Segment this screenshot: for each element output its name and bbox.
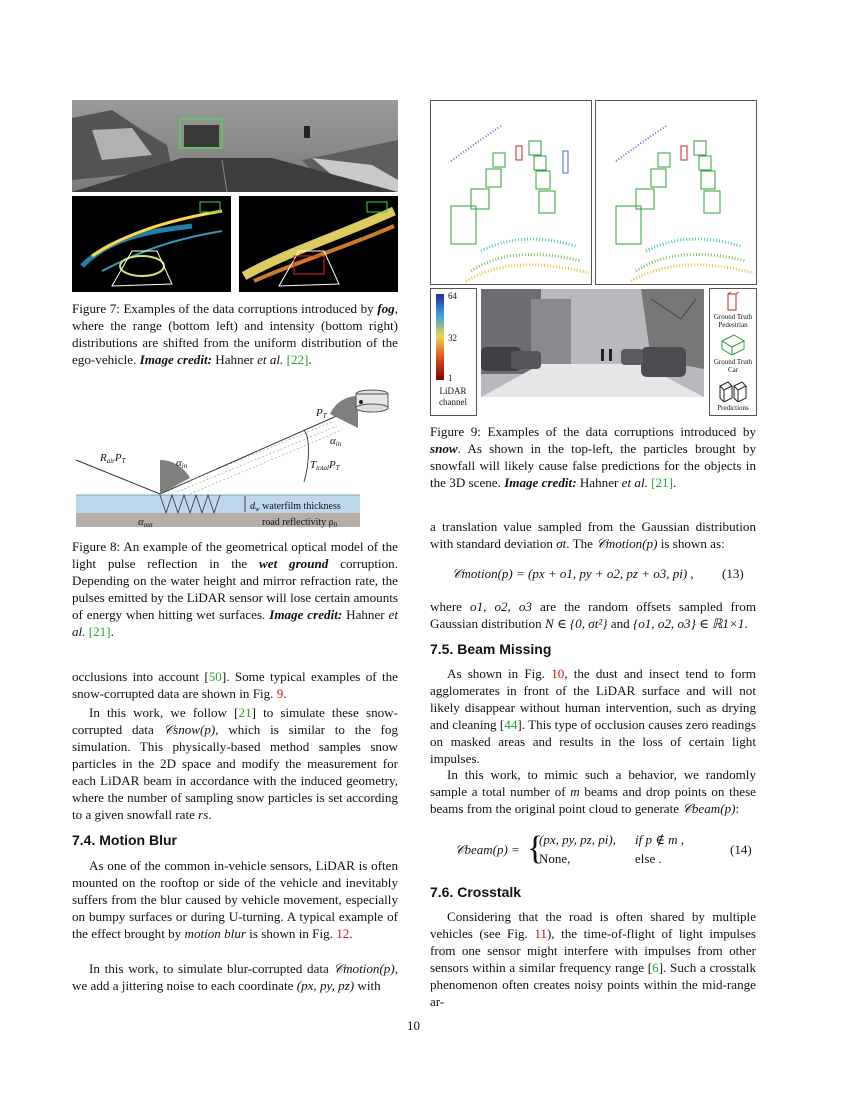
ref-link[interactable]: 44 xyxy=(504,717,518,732)
snow-pointcloud-left xyxy=(430,100,592,285)
figure-7 xyxy=(72,100,398,292)
lidar-colorbar: 64 32 1 LiDAR channel xyxy=(430,288,477,416)
figure-9 xyxy=(430,100,756,416)
ref-link[interactable]: [22] xyxy=(286,352,309,367)
figure-8-caption: Figure 8: An example of the geometrical optical model of the light pulse reflection in the wet ground corruption. Depending on the water height and mirror refraction rate, the pulses emitted by the LiDAR sensor will lose certain amounts of energy when hitting wet surfaces. Image credit: Hahner et al. [21]. xyxy=(72,539,398,639)
snow-pointcloud-right xyxy=(595,100,757,285)
right-paragraph-2: where o1, o2, o3 are the random offsets sampled from Gaussian distribution N ∈ {0, σt²} and {o1, o2, o3} ∈ ℝ1×1. xyxy=(430,599,757,631)
left-paragraph-3: As one of the common in-vehicle sensors, LiDAR is often mounted on the rooftop or side of the vehicle and inevitably suffers from the blur caused by vehicle movement, especially on bumpy surfaces or during U-turning. A typical example of the effect brought by motion blur is shown in Fig. 12. xyxy=(72,858,398,941)
fog-range-pointcloud xyxy=(72,196,231,292)
right-paragraph-4: In this work, to mimic such a behavior, we randomly sample a total number of m beams and drop points on these beams from the original point cloud to generate 𝒞beam(p): xyxy=(430,767,756,816)
left-paragraph-4: In this work, to simulate blur-corrupted data 𝒞motion(p), we add a jittering noise to each coordinate (px, py, pz) with xyxy=(72,961,398,993)
figure-8 xyxy=(72,382,398,534)
fig-link[interactable]: 9 xyxy=(276,686,284,701)
pedestrian-box-icon xyxy=(725,292,741,312)
figure-9-caption: Figure 9: Examples of the data corruptions introduced by snow. As shown in the top-left, the particles brought by snowfall will likely cause false predictions for the objects in the 3D scene. Image credit: Hahner et al. [21]. xyxy=(430,424,756,490)
svg-text:RairPT: RairPT xyxy=(100,452,126,465)
equation-14-number: (14) xyxy=(730,842,752,857)
snow-street-photo xyxy=(481,289,704,397)
right-paragraph-5: Considering that the road is often shared by multiple vehicles (see Fig. 11), the time-of-flight of light impulses from one sensor might interfere with impulses from other sensors within a similar frequency range [6]. Such a crosstalk phenomenon often creates noisy points within the mid-range ar- xyxy=(430,909,756,1009)
svg-text:dw waterfilm thickness: $d_w$ waterfilm thickness xyxy=(250,501,341,513)
fog-intensity-pointcloud xyxy=(239,196,398,292)
right-paragraph-3: As shown in Fig. 10, the dust and insect tend to form agglomerates in front of the LiDAR surface and will not likely disappear without human intervention, such as drying and cleaning [44]. This type of occlusion causes zero readings on masked areas and results in the loss of certain light impulses. xyxy=(430,666,756,766)
car-box-icon xyxy=(720,333,746,355)
ref-link[interactable]: 50 xyxy=(208,669,222,684)
svg-text:αin: αin xyxy=(176,457,188,470)
page-number: 10 xyxy=(407,1018,420,1033)
prediction-box-icon xyxy=(718,380,748,402)
svg-text:PT: PT xyxy=(316,407,327,420)
svg-text:road reflectivity ρ0: road reflectivity $\rho_0$ xyxy=(262,517,338,529)
svg-text:αout: αout xyxy=(138,516,153,529)
wet-ground-diagram xyxy=(72,382,398,534)
fig9-legend: Ground Truth Pedestrian Ground Truth Car Predictions xyxy=(709,288,757,416)
figure-7-caption: Figure 7: Examples of the data corruptions introduced by fog, where the range (bottom left) and intensity (bottom right) distributions are shifted from the uniform distribution of the ego-vehicle. Image credit: Hahner et al. [22]. xyxy=(72,301,398,367)
section-7-6-heading: 7.6. Crosstalk xyxy=(430,884,522,900)
equation-14: 𝒞beam(p) = { (px, py, pz, pi), if p ∉ m , None, else . xyxy=(455,830,684,867)
section-7-4-heading: 7.4. Motion Blur xyxy=(72,832,177,848)
equation-13-number: (13) xyxy=(722,566,744,581)
ref-link[interactable]: [21] xyxy=(651,475,673,490)
svg-text:TtotalPT: TtotalPT xyxy=(310,459,340,472)
ref-link[interactable]: 21 xyxy=(238,705,252,720)
fog-road-photo xyxy=(72,100,398,192)
right-paragraph-1: a translation value sampled from the Gaussian distribution with standard deviation σt. The 𝒞motion(p) is shown as: xyxy=(430,519,756,551)
ref-link[interactable]: 6 xyxy=(652,960,659,975)
ref-link[interactable]: [21] xyxy=(88,624,111,639)
left-paragraph-1: occlusions into account [50]. Some typical examples of the snow-corrupted data are shown in Fig. 9. xyxy=(72,669,398,701)
equation-13: 𝒞motion(p) = (px + o1, py + o2, pz + o3, pi) , xyxy=(452,566,694,581)
fig-link[interactable]: 12 xyxy=(336,926,350,941)
left-paragraph-2: In this work, we follow [21] to simulate these snow-corrupted data 𝒞snow(p), which is similar to the fog simulation. This physically-based method samples snow particles in the 2D space and modify the measurement for each LiDAR beam in accordance with the induced geometry, where the number of sampling snow particles is set according to a given snowfall rate rs. xyxy=(72,705,398,822)
svg-text:αin: αin xyxy=(330,435,342,448)
fig-link[interactable]: 10 xyxy=(551,666,565,681)
fig-link[interactable]: 11 xyxy=(534,926,547,941)
section-7-5-heading: 7.5. Beam Missing xyxy=(430,641,552,657)
